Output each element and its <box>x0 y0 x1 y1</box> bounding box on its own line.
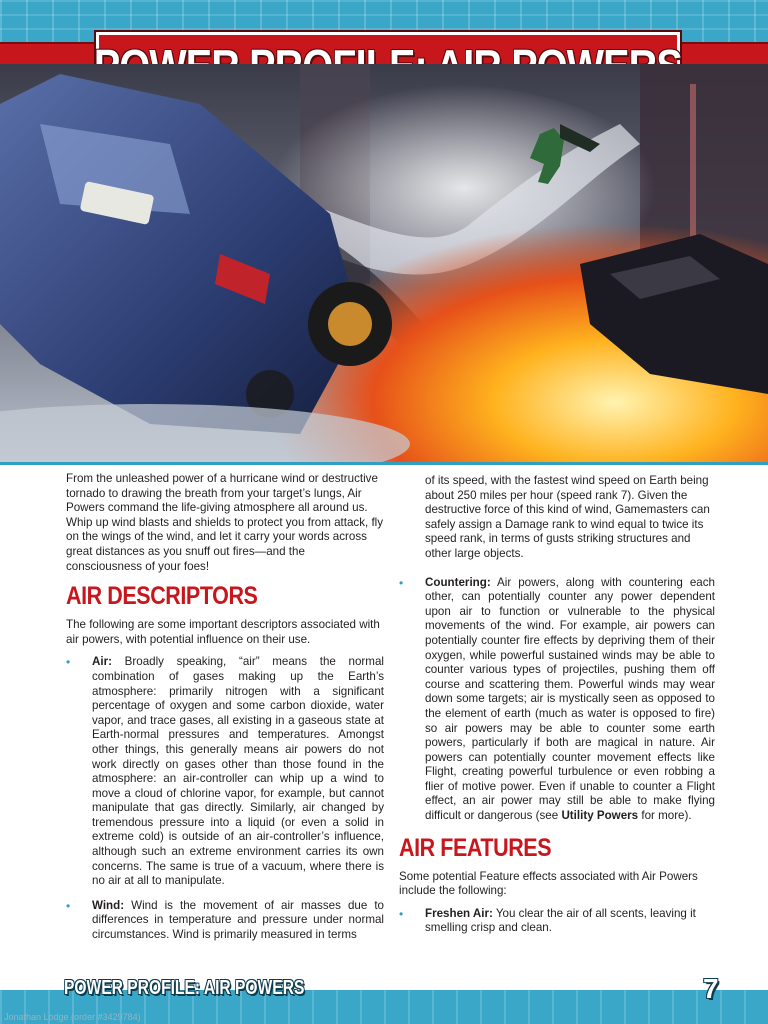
hero-illustration <box>0 64 768 465</box>
air-term: Air: <box>92 655 112 669</box>
wind-continuation: of its speed, with the fastest wind speed on Earth being about 250 miles per hour (speed rank 7). Given the destructive force of this kind of wind, Gamemasters can safely assign a Damage rank to wind equal to twice its speed rank, in terms of gusts striking structures and other large objects. <box>425 474 710 560</box>
air-features-heading: AIR FEATURES <box>399 833 552 862</box>
right-column <box>399 474 715 946</box>
list-item-air <box>66 655 384 889</box>
features-lead: Some potential Feature effects associated with Air Powers include the following: <box>399 869 698 898</box>
utility-powers-reference: Utility Powers <box>561 809 639 823</box>
descriptors-lead: The following are some important descriptors associated with air powers, with potential influence on their use. <box>66 618 380 646</box>
order-watermark: Jonathan Lodge (order #3429784) <box>4 1012 141 1022</box>
intro-paragraph: From the unleashed power of a hurricane wind or destructive tornado to drawing the breath from your target’s lungs, Air Powers command the life-giving atmosphere all around us. Whip up wind blasts and shields to protect you from attack, fly on the wings of the wind, and let it carry your words across great distances as you snuff out fires—and the consciousness of your foes! <box>66 472 384 573</box>
countering-definition: Air powers, along with countering each other, can potentially counter any power dependent upon air to function or vulnerable to the physical movements of the wind. For example, air powers can potentially counter fire effects by depriving them of their oxygen, while powerful sustained winds may be able to counter various types of projectiles, pushing them off course and scattering them. Powerful winds may wear down some targets; air is mystically seen as opposed to the element of earth (much as water is opposed to fire) so air powers may be able to counter some earth powers, particularly if both are magical in nature. Air powers can potentially counter movement effects like Flight, creating powerful turbulence or even robbing a flier of motive power. Even if unable to counter a Flight effect, an air power may still be able to make flying difficult or dangerous (see <box>425 575 715 823</box>
footer-title: POWER PROFILE: AIR POWERS <box>64 977 305 999</box>
air-descriptors-heading: AIR DESCRIPTORS <box>66 582 258 611</box>
bullet-icon: • <box>399 906 404 921</box>
page-number: 7 <box>703 973 719 1004</box>
hero-art <box>0 64 768 462</box>
air-definition: Broadly speaking, “air” means the normal combination of gases making up the Earth’s atmosphere: primarily nitrogen with a significant percentage of oxygen and some carbon dioxide, water vapor, and trace gases, all existing in a gaseous state at Earth-normal pressures and temperatures. Amongst other things, this generally means air powers do not work directly on gases other than those found in the atmosphere: an air-controller can whip up a wind to move a cloud of chlorine vapor, for example, but cannot manipulate that gas directly. Similarly, air changed by tremendous pressure into a liquid (or even a solid in extreme cold) is outside of an air-controller’s influence, although such an extreme environment carries its own concerns. The same is true of a vacuum, where there is no air at all to manipulate. <box>92 655 384 888</box>
freshen-air-definition: You clear the air of all scents, leaving it smelling crisp and clean. <box>425 906 696 935</box>
bullet-icon: • <box>66 898 71 913</box>
list-item-countering <box>399 576 715 824</box>
countering-end: for more). <box>641 809 692 823</box>
list-item-wind <box>66 899 384 943</box>
bullet-icon: • <box>66 655 71 670</box>
countering-term: Countering: <box>425 575 491 589</box>
list-item-freshen-air <box>399 907 715 936</box>
wind-term: Wind: <box>92 898 125 912</box>
left-column <box>66 472 384 953</box>
wind-definition: Wind is the movement of air masses due to differences in temperature and pressure under normal circumstances. Wind is primarily measured in terms <box>92 898 384 942</box>
freshen-air-term: Freshen Air: <box>425 906 493 920</box>
bullet-icon: • <box>399 575 404 590</box>
